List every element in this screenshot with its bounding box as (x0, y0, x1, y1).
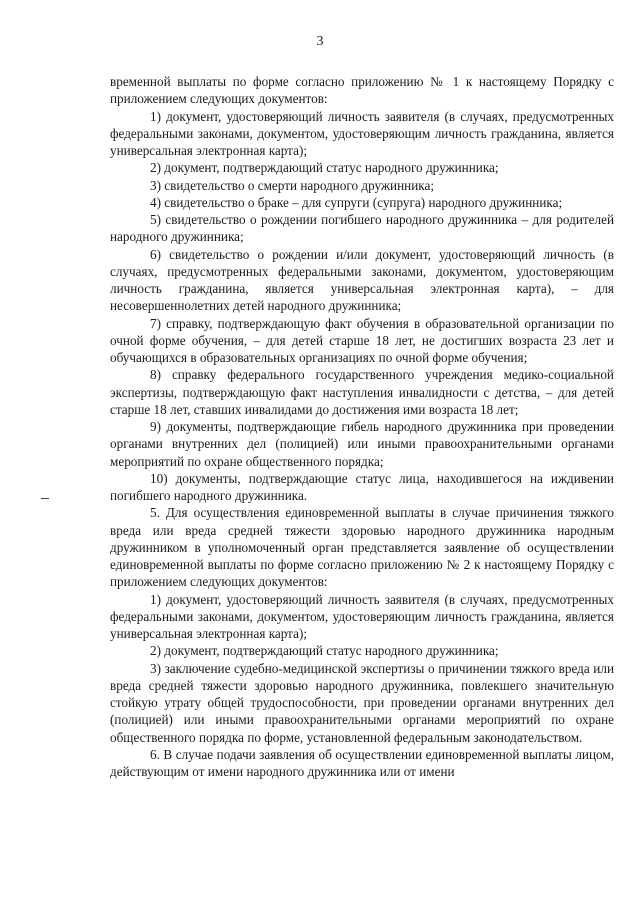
document-body (110, 73, 614, 780)
list-item-1: 1) документ, удостоверяющий личность заявителя (в случаях, предусмотренных федеральными законами, документом, удостоверяющим личность гражданина, является универсальная электронная карта); (110, 108, 614, 158)
margin-mark (41, 498, 49, 499)
section-5-item-1: 1) документ, удостоверяющий личность заявителя (в случаях, предусмотренных федеральными законами, документом, удостоверяющим личность гражданина, является универсальная электронная карта); (110, 591, 614, 641)
list-item-9: 9) документы, подтверждающие гибель народного дружинника при проведении органами внутренних дел (полицией) или иными правоохранительными органами мероприятий по охране общественного порядка; (110, 419, 614, 469)
page-number: 3 (316, 34, 324, 49)
section-5-item-2: 2) документ, подтверждающий статус народного дружинника; (150, 643, 499, 659)
section-5-paragraph: 5. Для осуществления единовременной выплаты в случае причинения тяжкого вреда или вреда средней тяжести здоровью народного дружинника народным дружинником в уполномоченный орган представляется заявление об осуществлении единовременной выплаты по форме согласно приложению № 2 к настоящему Порядку с приложением следующих документов: (110, 505, 614, 590)
list-item-4: 4) свидетельство о браке – для супруги (супруга) народного дружинника; (150, 194, 563, 210)
section-5-item-3: 3) заключение судебно-медицинской экспертизы о причинении тяжкого вреда или вреда средней тяжести здоровью народного дружинника, повлекшего значительную стойкую утрату общей трудоспособности, при проведении органами внутренних дел (полицией) или иными правоохранительными органами мероприятий по охране общественного порядка по форме, установленной федеральным законодательством. (110, 660, 614, 745)
list-item-2: 2) документ, подтверждающий статус народного дружинника; (150, 160, 499, 176)
list-item-7: 7) справку, подтверждающую факт обучения в образовательной организации по очной форме обучения, – для детей старше 18 лет, не достигших возраста 23 лет и обучающихся в образовательных организациях по очной форме обучения; (110, 315, 614, 365)
list-item-6: 6) свидетельство о рождении и/или документ, удостоверяющий личность (в случаях, предусмотренных федеральными законами, документом, удостоверяющим личность гражданина, является универсальная электронная карта), – для несовершеннолетних детей народного дружинника; (110, 246, 614, 314)
list-item-8: 8) справку федерального государственного учреждения медико-социальной экспертизы, подтверждающую факт наступления инвалидности с детства, – для детей старше 18 лет, ставших инвалидами до достижения ими возраста 18 лет; (110, 367, 614, 417)
list-item-3: 3) свидетельство о смерти народного дружинника; (150, 177, 434, 193)
list-item-5: 5) свидетельство о рождении погибшего народного дружинника – для родителей народного дружинника; (110, 212, 614, 245)
section-6-paragraph: 6. В случае подачи заявления об осуществлении единовременной выплаты лицом, действующим от имени народного дружинника или от имени (110, 746, 614, 779)
list-item-10: 10) документы, подтверждающие статус лица, находившегося на иждивении погибшего народного дружинника. (110, 470, 614, 503)
paragraph-continuation: временной выплаты по форме согласно приложению № 1 к настоящему Порядку с приложением следующих документов: (110, 74, 614, 107)
